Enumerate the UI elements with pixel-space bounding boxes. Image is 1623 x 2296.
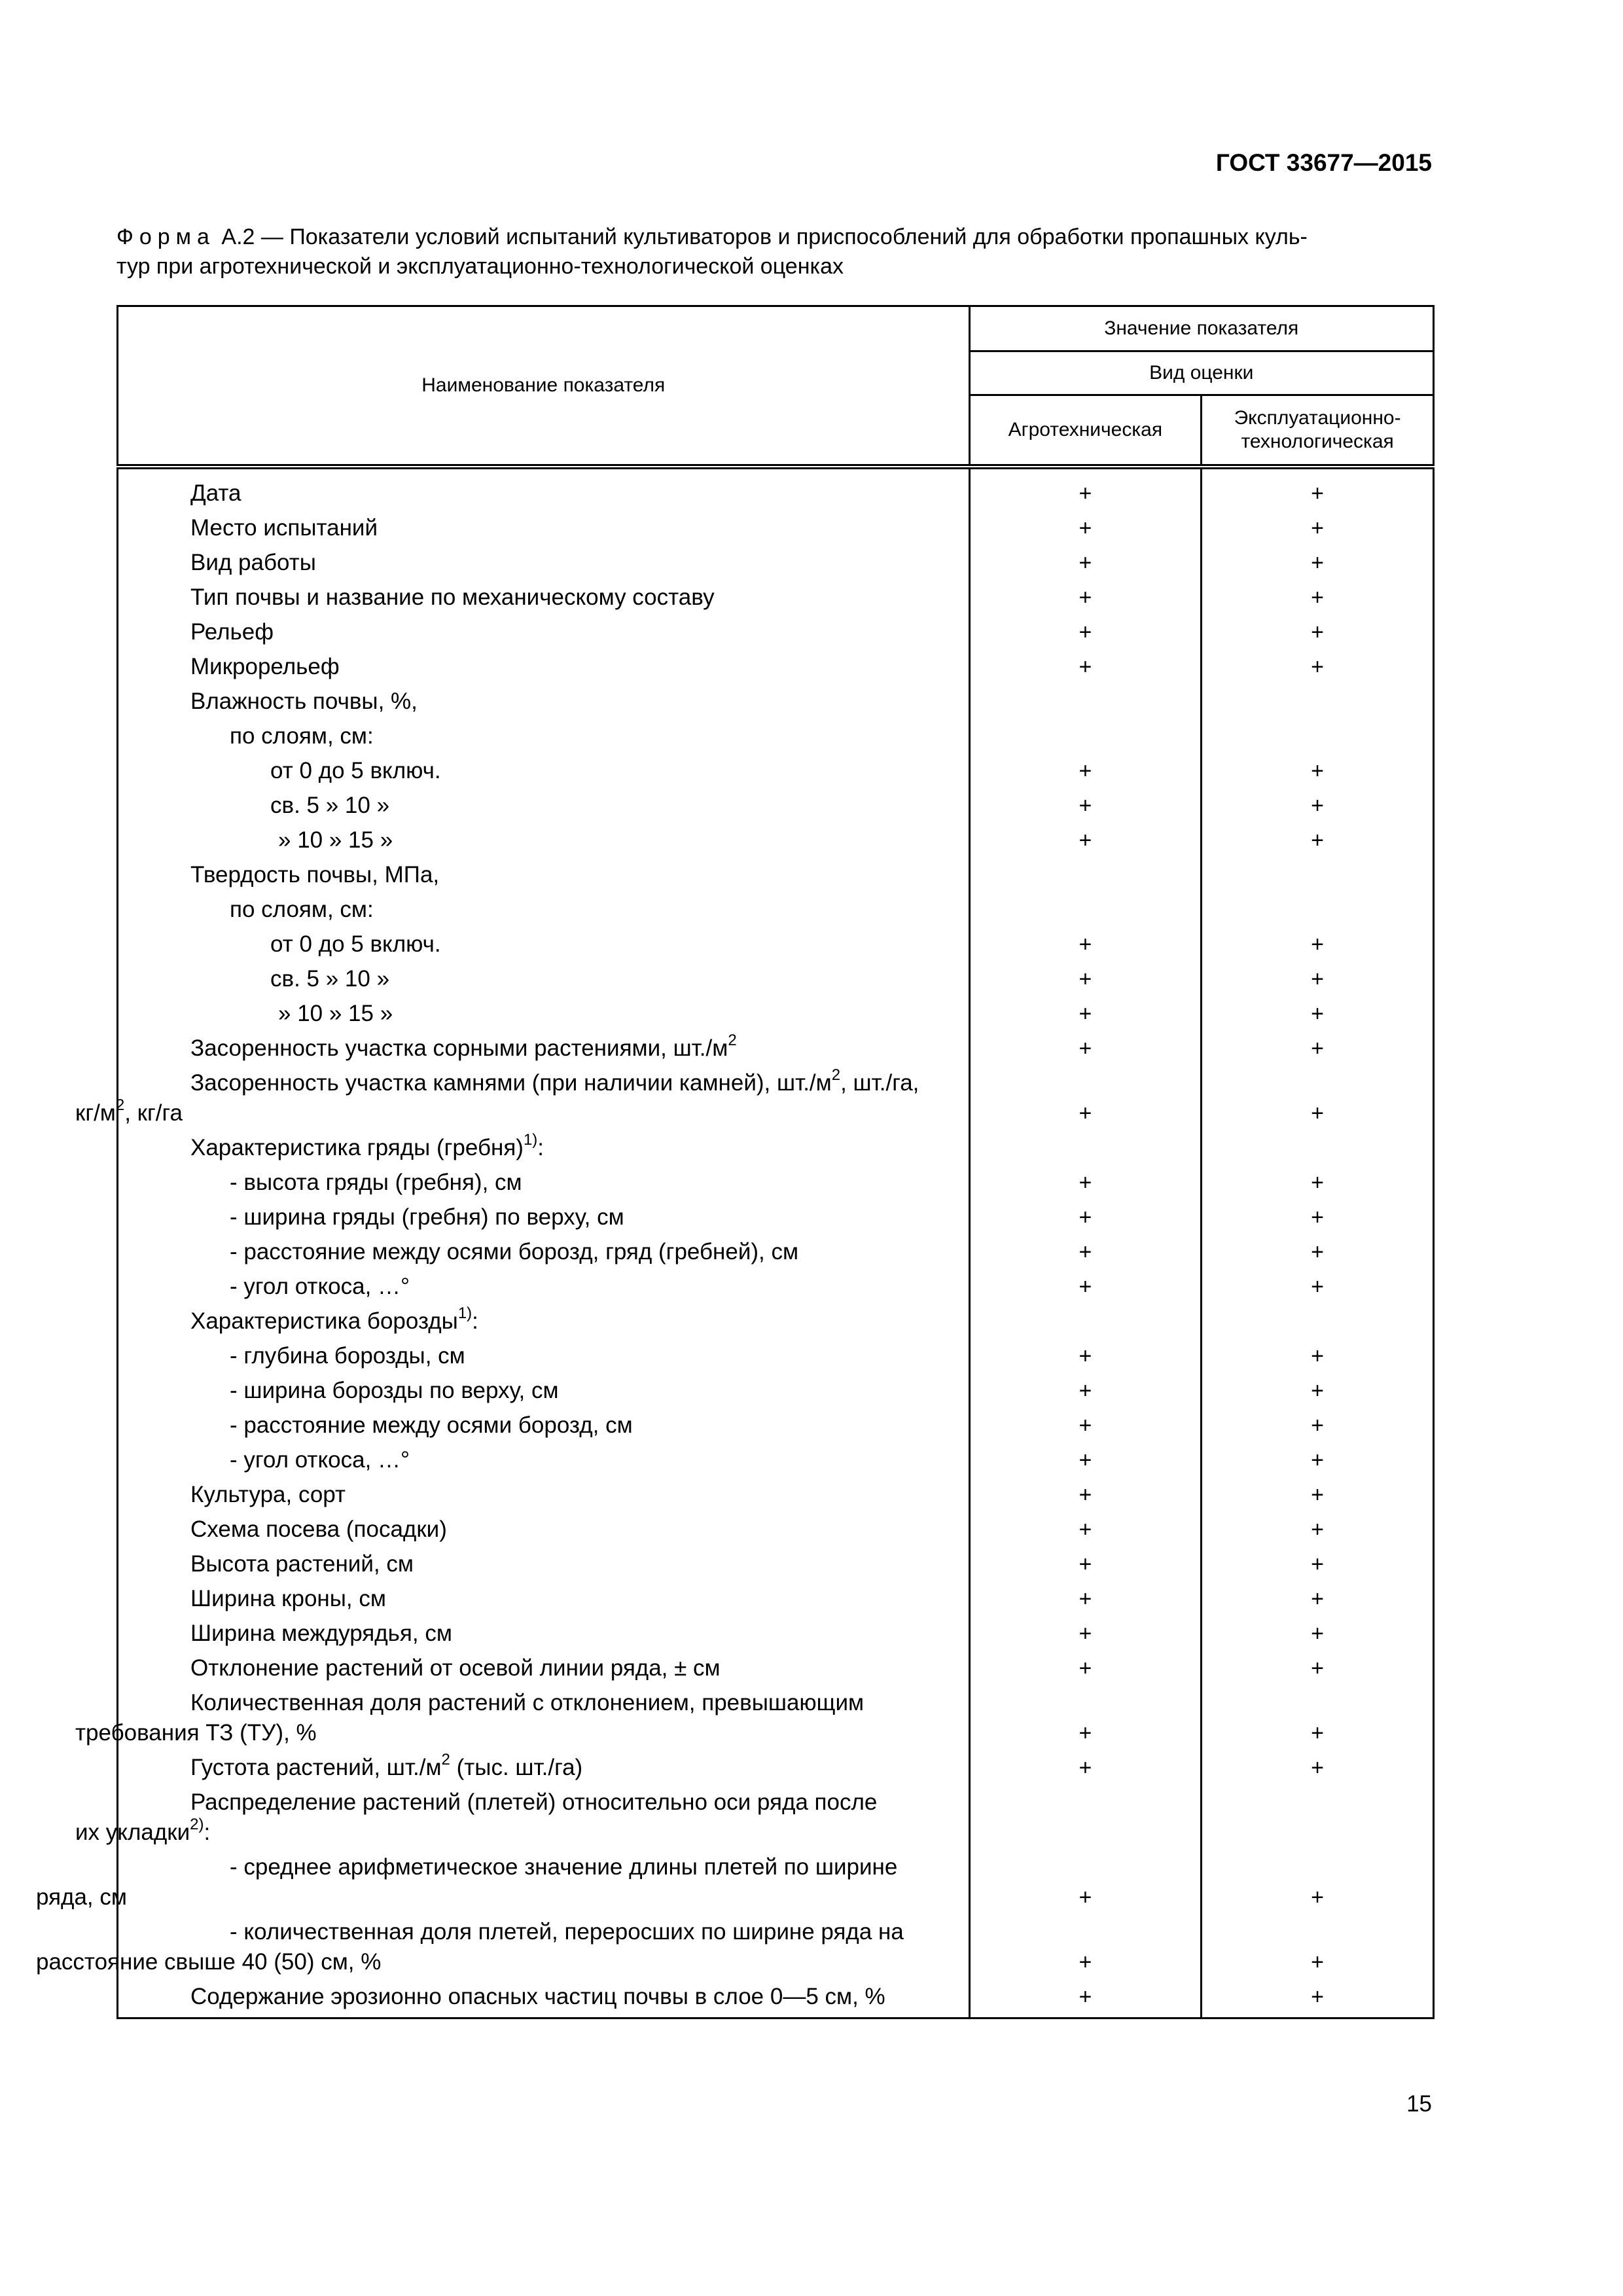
indicator-name: - угол откоса, …° (118, 1270, 970, 1304)
table-row (118, 754, 1434, 789)
agro-mark: + (969, 1582, 1202, 1617)
table-row (118, 511, 1434, 546)
table-row (118, 823, 1434, 858)
expl-mark: + (1202, 581, 1434, 615)
agro-mark: + (969, 1686, 1202, 1751)
indicator-name: Твердость почвы, МПа, (118, 858, 970, 893)
header-assessment-type: Вид оценки (969, 351, 1433, 395)
table-row (118, 1443, 1434, 1478)
agro-mark (969, 1785, 1202, 1850)
indicator-name: - расстояние между осями борозд, гряд (гребней), см (118, 1235, 970, 1270)
expl-mark: + (1202, 1339, 1434, 1374)
indicator-name: Рельеф (118, 615, 970, 650)
page-number: 15 (1406, 2091, 1432, 2117)
expl-mark: + (1202, 1408, 1434, 1443)
agro-mark (969, 719, 1202, 754)
indicator-name: - глубина борозды, см (118, 1339, 970, 1374)
expl-mark: + (1202, 1374, 1434, 1408)
agro-mark: + (969, 581, 1202, 615)
expl-mark: + (1202, 1980, 1434, 2018)
table-row (118, 1031, 1434, 1066)
expl-mark: + (1202, 511, 1434, 546)
expl-mark: + (1202, 1686, 1434, 1751)
header-operational-line-1: Эксплуатационно- (1234, 407, 1401, 429)
table-row (118, 1617, 1434, 1651)
indicator-name: по слоям, см: (118, 893, 970, 927)
table-row (118, 1980, 1434, 2018)
indicator-name: Ширина кроны, см (118, 1582, 970, 1617)
indicator-name: Микрорельеф (118, 650, 970, 685)
expl-mark: + (1202, 1513, 1434, 1547)
agro-mark (969, 1131, 1202, 1166)
expl-mark: + (1202, 1200, 1434, 1235)
expl-mark: + (1202, 1751, 1434, 1785)
indicator-name: Засоренность участка сорными растениями, $шт./м^2$ (118, 1031, 970, 1066)
header-indicator-name: Наименование показателя (118, 306, 970, 467)
expl-mark: + (1202, 1915, 1434, 1980)
table-row (118, 1200, 1434, 1235)
header-operational-line-2: технологическая (1241, 431, 1394, 452)
table-row (118, 546, 1434, 581)
indicator-name: » 10 » 15 » (118, 997, 970, 1031)
table-row (118, 1850, 1434, 1915)
table-row (118, 1478, 1434, 1513)
agro-mark: + (969, 1270, 1202, 1304)
table-row (118, 581, 1434, 615)
expl-mark: + (1202, 754, 1434, 789)
expl-mark: + (1202, 789, 1434, 823)
table-row (118, 858, 1434, 893)
indicator-name: от 0 до 5 включ. (118, 927, 970, 962)
expl-mark: + (1202, 546, 1434, 581)
table-row (118, 1513, 1434, 1547)
agro-mark: + (969, 1166, 1202, 1200)
agro-mark: + (969, 615, 1202, 650)
indicator-name: Засоренность участка камнями (при наличии камней), $шт./м^2$, шт./га, $кг/м^2$, кг/га (118, 1066, 970, 1131)
table-row (118, 1785, 1434, 1850)
table-row (118, 1270, 1434, 1304)
table-row (118, 467, 1434, 511)
expl-mark: + (1202, 1031, 1434, 1066)
agro-mark: + (969, 1066, 1202, 1131)
expl-mark: + (1202, 1478, 1434, 1513)
expl-mark: + (1202, 823, 1434, 858)
expl-mark: + (1202, 1166, 1434, 1200)
agro-mark: + (969, 1031, 1202, 1066)
table-row (118, 615, 1434, 650)
expl-mark: + (1202, 467, 1434, 511)
agro-mark (969, 1304, 1202, 1339)
indicator-name: Густота растений, $шт./м^2$ (тыс. шт./га) (118, 1751, 970, 1785)
table-row (118, 1166, 1434, 1200)
expl-mark: + (1202, 1443, 1434, 1478)
table-row (118, 962, 1434, 997)
agro-mark: + (969, 1200, 1202, 1235)
agro-mark: + (969, 1547, 1202, 1582)
table-row (118, 1751, 1434, 1785)
indicator-name: Высота растений, см (118, 1547, 970, 1582)
agro-mark: + (969, 789, 1202, 823)
agro-mark: + (969, 650, 1202, 685)
agro-mark: + (969, 1478, 1202, 1513)
expl-mark (1202, 1131, 1434, 1166)
agro-mark (969, 685, 1202, 719)
agro-mark: + (969, 546, 1202, 581)
header-operational (1202, 395, 1434, 467)
indicator-name: - ширина гряды (гребня) по верху, см (118, 1200, 970, 1235)
expl-mark: + (1202, 1235, 1434, 1270)
expl-mark: + (1202, 1270, 1434, 1304)
agro-mark: + (969, 1408, 1202, 1443)
indicator-name: от 0 до 5 включ. (118, 754, 970, 789)
caption-line-2: тур при агротехнической и эксплуатационно-технологической оценках (116, 254, 844, 279)
standard-code: ГОСТ 33677—2015 (1215, 149, 1432, 176)
agro-mark: + (969, 1513, 1202, 1547)
indicator-name: Вид работы (118, 546, 970, 581)
expl-mark (1202, 1304, 1434, 1339)
table-row (118, 789, 1434, 823)
agro-mark: + (969, 1850, 1202, 1915)
indicators-table (36, 305, 1435, 2019)
indicator-name: св. 5 » 10 » (118, 789, 970, 823)
agro-mark: + (969, 823, 1202, 858)
table-row (118, 1374, 1434, 1408)
indicator-name: Культура, сорт (118, 1478, 970, 1513)
expl-mark: + (1202, 1617, 1434, 1651)
agro-mark: + (969, 1235, 1202, 1270)
expl-mark: + (1202, 650, 1434, 685)
indicator-name: Отклонение растений от осевой линии ряда, ± см (118, 1651, 970, 1686)
indicator-name: Ширина междурядья, см (118, 1617, 970, 1651)
form-word: Форма (116, 224, 215, 249)
indicator-name: Схема посева (посадки) (118, 1513, 970, 1547)
indicator-name: - среднее арифметическое значение длины плетей по ширине ряда, см (118, 1850, 970, 1915)
form-caption (116, 223, 1441, 281)
table-row (118, 927, 1434, 962)
indicator-name: по слоям, см: (118, 719, 970, 754)
indicator-name: - количественная доля плетей, переросших по ширине ряда на расстояние свыше 40 (50) см, % (118, 1915, 970, 1980)
expl-mark: + (1202, 997, 1434, 1031)
indicator-name: Тип почвы и название по механическому составу (118, 581, 970, 615)
agro-mark: + (969, 754, 1202, 789)
table-row (118, 1915, 1434, 1980)
agro-mark (969, 893, 1202, 927)
indicator-name: Характеристика гряды (гребня)$^{1)}$: (118, 1131, 970, 1166)
table-row (118, 1235, 1434, 1270)
expl-mark: + (1202, 1651, 1434, 1686)
table-row (118, 1547, 1434, 1582)
indicator-name: Распределение растений (плетей) относительно оси ряда после их укладки$^{2)}$: (118, 1785, 970, 1850)
agro-mark: + (969, 511, 1202, 546)
table-row (118, 1131, 1434, 1166)
expl-mark: + (1202, 927, 1434, 962)
agro-mark: + (969, 1339, 1202, 1374)
indicator-name: Место испытаний (118, 511, 970, 546)
indicator-name: Влажность почвы, %, (118, 685, 970, 719)
table-row (118, 650, 1434, 685)
expl-mark (1202, 893, 1434, 927)
expl-mark: + (1202, 1066, 1434, 1131)
indicator-name: Дата (118, 467, 970, 511)
expl-mark (1202, 858, 1434, 893)
indicator-name: Количественная доля растений с отклонением, превышающим требования ТЗ (ТУ), % (118, 1686, 970, 1751)
table-row (118, 719, 1434, 754)
table-row (118, 685, 1434, 719)
agro-mark: + (969, 467, 1202, 511)
table-row (118, 1582, 1434, 1617)
expl-mark: + (1202, 1582, 1434, 1617)
expl-mark: + (1202, 615, 1434, 650)
indicator-name: - ширина борозды по верху, см (118, 1374, 970, 1408)
agro-mark: + (969, 1374, 1202, 1408)
header-agrotechnical: Агротехническая (969, 395, 1202, 467)
table-row (118, 1686, 1434, 1751)
agro-mark: + (969, 1651, 1202, 1686)
indicator-name: Содержание эрозионно опасных частиц почвы в слое 0—5 см, % (118, 1980, 970, 2018)
indicator-name: - расстояние между осями борозд, см (118, 1408, 970, 1443)
table-row (118, 1339, 1434, 1374)
caption-line-1: А.2 — Показатели условий испытаний культиваторов и приспособлений для обработки пропашных куль- (221, 224, 1308, 249)
agro-mark: + (969, 962, 1202, 997)
indicator-name: - высота гряды (гребня), см (118, 1166, 970, 1200)
table-row (118, 997, 1434, 1031)
expl-mark: + (1202, 1850, 1434, 1915)
indicator-name: св. 5 » 10 » (118, 962, 970, 997)
agro-mark: + (969, 1443, 1202, 1478)
table-row (118, 1408, 1434, 1443)
indicator-name: Характеристика борозды$^{1)}$: (118, 1304, 970, 1339)
agro-mark: + (969, 1617, 1202, 1651)
agro-mark: + (969, 1980, 1202, 2018)
expl-mark: + (1202, 1547, 1434, 1582)
expl-mark (1202, 719, 1434, 754)
header-indicator-value: Значение показателя (969, 306, 1433, 351)
agro-mark: + (969, 927, 1202, 962)
agro-mark: + (969, 1751, 1202, 1785)
agro-mark (969, 858, 1202, 893)
agro-mark: + (969, 1915, 1202, 1980)
table-row (118, 1651, 1434, 1686)
table-row (118, 1304, 1434, 1339)
table-row (118, 893, 1434, 927)
expl-mark (1202, 1785, 1434, 1850)
indicator-name: » 10 » 15 » (118, 823, 970, 858)
agro-mark: + (969, 997, 1202, 1031)
expl-mark: + (1202, 962, 1434, 997)
expl-mark (1202, 685, 1434, 719)
indicator-name: - угол откоса, …° (118, 1443, 970, 1478)
table-row (118, 1066, 1434, 1131)
